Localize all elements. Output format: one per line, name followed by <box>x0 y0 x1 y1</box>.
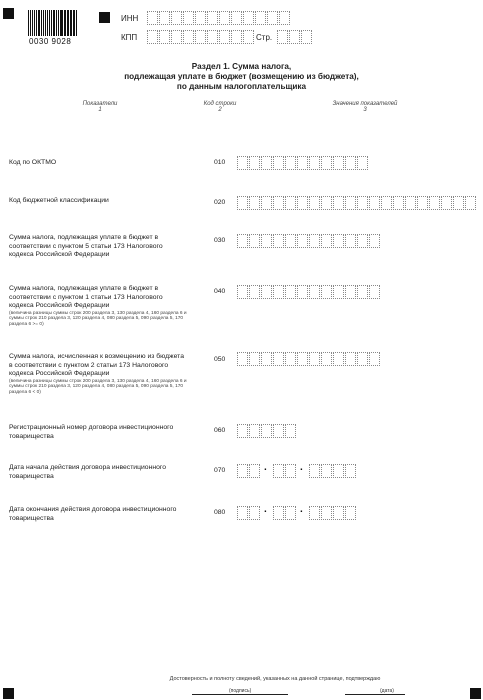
character-cell[interactable] <box>321 352 332 366</box>
row-010-label <box>9 159 189 168</box>
character-cell[interactable] <box>309 352 320 366</box>
row-020-value-field[interactable] <box>237 196 477 210</box>
character-cell[interactable] <box>357 352 368 366</box>
character-cell[interactable] <box>159 30 170 44</box>
character-cell[interactable] <box>237 424 248 438</box>
character-cell[interactable] <box>249 352 260 366</box>
character-cell[interactable] <box>249 196 260 210</box>
character-cell[interactable] <box>289 30 300 44</box>
character-cell[interactable] <box>261 352 272 366</box>
row-070-code: 070 <box>214 467 226 474</box>
character-cell[interactable] <box>277 30 288 44</box>
column-header-code-label: Код строки <box>203 101 237 107</box>
character-cell[interactable] <box>273 464 284 478</box>
barcode-bar <box>56 10 57 36</box>
row-020-code: 020 <box>214 199 226 206</box>
character-cell[interactable] <box>345 506 356 520</box>
row-060-label-text: Регистрационный номер договора инвестиционного товарищества <box>9 424 174 440</box>
row-080-date-separator-2: . <box>300 504 303 515</box>
row-080-label-text: Дата окончания действия договора инвестиционного товарищества <box>9 506 177 522</box>
corner-marker-top-left <box>3 8 14 19</box>
character-cell[interactable] <box>171 30 182 44</box>
character-cell[interactable] <box>237 234 248 248</box>
character-cell[interactable] <box>345 234 356 248</box>
date-caption: (дата) <box>380 688 394 694</box>
barcode-bar <box>67 10 68 36</box>
character-cell[interactable] <box>249 424 260 438</box>
character-cell[interactable] <box>357 234 368 248</box>
character-cell[interactable] <box>273 506 284 520</box>
column-header-indicators-label: Показатели <box>82 101 118 107</box>
barcode-bar <box>64 10 65 36</box>
character-cell[interactable] <box>333 352 344 366</box>
character-cell[interactable] <box>333 464 344 478</box>
barcode-bar <box>34 10 35 36</box>
row-050-label-text: Сумма налога, исчисленная к возмещению из бюджета в соответствии с пунктом 2 статьи 173 Налогового кодекса Российской Федерации <box>9 353 184 377</box>
character-cell[interactable] <box>465 196 476 210</box>
barcode-bar <box>32 10 33 36</box>
footer-statement: Достоверность и полноту сведений, указанных на данной странице, подтверждаю <box>169 676 381 682</box>
character-cell[interactable] <box>231 30 242 44</box>
row-010-code: 010 <box>214 159 226 166</box>
row-080-code: 080 <box>214 509 226 516</box>
character-cell[interactable] <box>207 30 218 44</box>
row-070-month-field[interactable] <box>273 464 297 478</box>
character-cell[interactable] <box>273 234 284 248</box>
character-cell[interactable] <box>195 11 206 25</box>
signature-caption: (подпись) <box>229 688 252 694</box>
character-cell[interactable] <box>159 11 170 25</box>
row-070-label <box>9 464 189 481</box>
character-cell[interactable] <box>321 464 332 478</box>
character-cell[interactable] <box>243 30 254 44</box>
inn-label: ИНН <box>121 14 139 23</box>
character-cell[interactable] <box>297 156 308 170</box>
character-cell[interactable] <box>261 196 272 210</box>
row-020-label-text: Код бюджетной классификации <box>9 197 109 204</box>
character-cell[interactable] <box>441 196 452 210</box>
section-title-line-2: подлежащая уплате в бюджет (возмещению из бюджета), <box>124 72 359 81</box>
corner-marker-top-center <box>99 12 110 23</box>
row-070-day-field[interactable] <box>237 464 261 478</box>
page-number-field[interactable] <box>277 30 313 44</box>
character-cell[interactable] <box>297 285 308 299</box>
character-cell[interactable] <box>309 156 320 170</box>
barcode-bar <box>45 10 46 36</box>
character-cell[interactable] <box>249 156 260 170</box>
section-title <box>60 62 423 92</box>
character-cell[interactable] <box>261 234 272 248</box>
character-cell[interactable] <box>333 234 344 248</box>
character-cell[interactable] <box>369 234 380 248</box>
character-cell[interactable] <box>297 352 308 366</box>
character-cell[interactable] <box>297 234 308 248</box>
character-cell[interactable] <box>249 234 260 248</box>
character-cell[interactable] <box>261 424 272 438</box>
column-header-indicators <box>70 101 130 113</box>
barcode-bar <box>76 10 77 36</box>
row-040-code: 040 <box>214 288 226 295</box>
barcode-bar <box>51 10 52 36</box>
character-cell[interactable] <box>357 285 368 299</box>
character-cell[interactable] <box>183 30 194 44</box>
row-040-label <box>9 285 189 328</box>
character-cell[interactable] <box>345 156 356 170</box>
character-cell[interactable] <box>285 464 296 478</box>
row-050-note: (величина разницы суммы строк 200 раздела 3, 130 раздела 4, 160 раздела 6 и суммы строк 210 раздела 3, 120 раздела 4, 080 раздела 5, 090 раздела 5, 170 раздела 6 < 0) <box>9 378 187 396</box>
inn-field[interactable] <box>147 11 291 25</box>
row-030-label <box>9 234 189 260</box>
barcode-bar <box>41 10 42 36</box>
character-cell[interactable] <box>309 464 320 478</box>
character-cell[interactable] <box>285 285 296 299</box>
page-label: Стр. <box>256 33 273 42</box>
character-cell[interactable] <box>345 285 356 299</box>
character-cell[interactable] <box>333 196 344 210</box>
row-070-year-field[interactable] <box>309 464 357 478</box>
column-header-indicators-number: 1 <box>98 107 102 113</box>
character-cell[interactable] <box>417 196 428 210</box>
row-080-label <box>9 506 189 523</box>
character-cell[interactable] <box>309 196 320 210</box>
character-cell[interactable] <box>183 11 194 25</box>
barcode-bar <box>65 10 66 36</box>
character-cell[interactable] <box>243 11 254 25</box>
row-080-date-separator-1: . <box>264 504 267 515</box>
character-cell[interactable] <box>453 196 464 210</box>
row-030-label-text: Сумма налога, подлежащая уплате в бюджет в соответствии с пунктом 5 статьи 173 Налогового кодекса Российской Федерации <box>9 234 163 258</box>
barcode-bar <box>30 10 31 36</box>
barcode <box>28 10 78 36</box>
row-030-code: 030 <box>214 237 226 244</box>
character-cell[interactable] <box>273 196 284 210</box>
character-cell[interactable] <box>285 506 296 520</box>
character-cell[interactable] <box>369 352 380 366</box>
character-cell[interactable] <box>285 424 296 438</box>
row-050-label <box>9 353 189 396</box>
barcode-bar <box>49 10 50 36</box>
character-cell[interactable] <box>249 506 260 520</box>
column-header-values-number: 3 <box>363 107 367 113</box>
row-080-month-field[interactable] <box>273 506 297 520</box>
character-cell[interactable] <box>309 506 320 520</box>
character-cell[interactable] <box>321 285 332 299</box>
row-020-label <box>9 197 189 206</box>
barcode-bar <box>71 10 72 36</box>
barcode-bar <box>36 10 37 36</box>
row-010-value-field[interactable] <box>237 156 369 170</box>
character-cell[interactable] <box>261 156 272 170</box>
barcode-number: 0030 9028 <box>29 37 72 46</box>
character-cell[interactable] <box>309 285 320 299</box>
character-cell[interactable] <box>297 196 308 210</box>
character-cell[interactable] <box>381 196 392 210</box>
character-cell[interactable] <box>207 11 218 25</box>
character-cell[interactable] <box>321 506 332 520</box>
row-040-label-text: Сумма налога, подлежащая уплате в бюджет в соответствии с пунктом 1 статьи 173 Налогового кодекса Российской Федерации <box>9 285 163 309</box>
character-cell[interactable] <box>285 234 296 248</box>
row-060-code: 060 <box>214 427 226 434</box>
character-cell[interactable] <box>333 156 344 170</box>
character-cell[interactable] <box>237 196 248 210</box>
kpp-label: КПП <box>121 33 138 42</box>
character-cell[interactable] <box>255 11 266 25</box>
section-title-line-3: по данным налогоплательщика <box>176 82 307 91</box>
character-cell[interactable] <box>195 30 206 44</box>
row-070-date-separator-2: . <box>300 462 303 473</box>
character-cell[interactable] <box>231 11 242 25</box>
row-070-label-text: Дата начала действия договора инвестиционного товарищества <box>9 464 166 480</box>
row-080-day-field[interactable] <box>237 506 261 520</box>
character-cell[interactable] <box>393 196 404 210</box>
row-030-value-field[interactable] <box>237 234 381 248</box>
character-cell[interactable] <box>267 11 278 25</box>
character-cell[interactable] <box>279 11 290 25</box>
character-cell[interactable] <box>237 156 248 170</box>
barcode-bar <box>73 10 75 36</box>
row-050-code: 050 <box>214 356 226 363</box>
character-cell[interactable] <box>321 156 332 170</box>
character-cell[interactable] <box>357 156 368 170</box>
row-040-value-field[interactable] <box>237 285 381 299</box>
barcode-bar <box>28 10 29 36</box>
row-040-note: (величина разницы суммы строк 200 раздела 3, 130 раздела 4, 160 раздела 6 и суммы строк 210 раздела 3, 120 раздела 4, 080 раздела 5, 090 раздела 5, 170 раздела 6 >= 0) <box>9 310 187 328</box>
character-cell[interactable] <box>219 11 230 25</box>
character-cell[interactable] <box>273 285 284 299</box>
kpp-field[interactable] <box>147 30 255 44</box>
signature-line[interactable] <box>192 694 288 695</box>
column-header-values-label: Значения показателей <box>332 101 398 107</box>
character-cell[interactable] <box>429 196 440 210</box>
date-line[interactable] <box>345 694 405 695</box>
character-cell[interactable] <box>333 285 344 299</box>
character-cell[interactable] <box>249 285 260 299</box>
character-cell[interactable] <box>147 30 158 44</box>
character-cell[interactable] <box>273 156 284 170</box>
character-cell[interactable] <box>285 352 296 366</box>
barcode-bar <box>38 10 40 36</box>
row-010-label-text: Код по ОКТМО <box>9 159 57 166</box>
character-cell[interactable] <box>237 352 248 366</box>
row-070-date-separator-1: . <box>264 462 267 473</box>
character-cell[interactable] <box>249 464 260 478</box>
row-080-year-field[interactable] <box>309 506 357 520</box>
column-header-code <box>190 101 250 113</box>
character-cell[interactable] <box>345 352 356 366</box>
section-title-line-1: Раздел 1. Сумма налога, <box>191 62 292 71</box>
barcode-bar <box>43 10 44 36</box>
character-cell[interactable] <box>405 196 416 210</box>
barcode-bar <box>53 10 55 36</box>
character-cell[interactable] <box>171 11 182 25</box>
row-050-value-field[interactable] <box>237 352 381 366</box>
character-cell[interactable] <box>237 285 248 299</box>
corner-marker-bottom-right <box>470 688 481 699</box>
barcode-bar <box>70 10 71 36</box>
column-header-code-number: 2 <box>218 107 222 113</box>
character-cell[interactable] <box>273 352 284 366</box>
barcode-bar <box>58 10 59 36</box>
row-060-label <box>9 424 189 441</box>
character-cell[interactable] <box>333 506 344 520</box>
character-cell[interactable] <box>357 196 368 210</box>
character-cell[interactable] <box>237 506 248 520</box>
character-cell[interactable] <box>261 285 272 299</box>
character-cell[interactable] <box>309 234 320 248</box>
row-060-value-field[interactable] <box>237 424 297 438</box>
character-cell[interactable] <box>147 11 158 25</box>
character-cell[interactable] <box>237 464 248 478</box>
character-cell[interactable] <box>285 156 296 170</box>
character-cell[interactable] <box>285 196 296 210</box>
column-header-values <box>320 101 410 113</box>
barcode-bar <box>47 10 48 36</box>
character-cell[interactable] <box>369 285 380 299</box>
character-cell[interactable] <box>321 234 332 248</box>
character-cell[interactable] <box>321 196 332 210</box>
character-cell[interactable] <box>369 196 380 210</box>
character-cell[interactable] <box>273 424 284 438</box>
barcode-bar <box>61 10 62 36</box>
corner-marker-bottom-left <box>3 688 14 699</box>
character-cell[interactable] <box>345 464 356 478</box>
character-cell[interactable] <box>345 196 356 210</box>
character-cell[interactable] <box>219 30 230 44</box>
barcode-bar <box>60 10 61 36</box>
character-cell[interactable] <box>301 30 312 44</box>
